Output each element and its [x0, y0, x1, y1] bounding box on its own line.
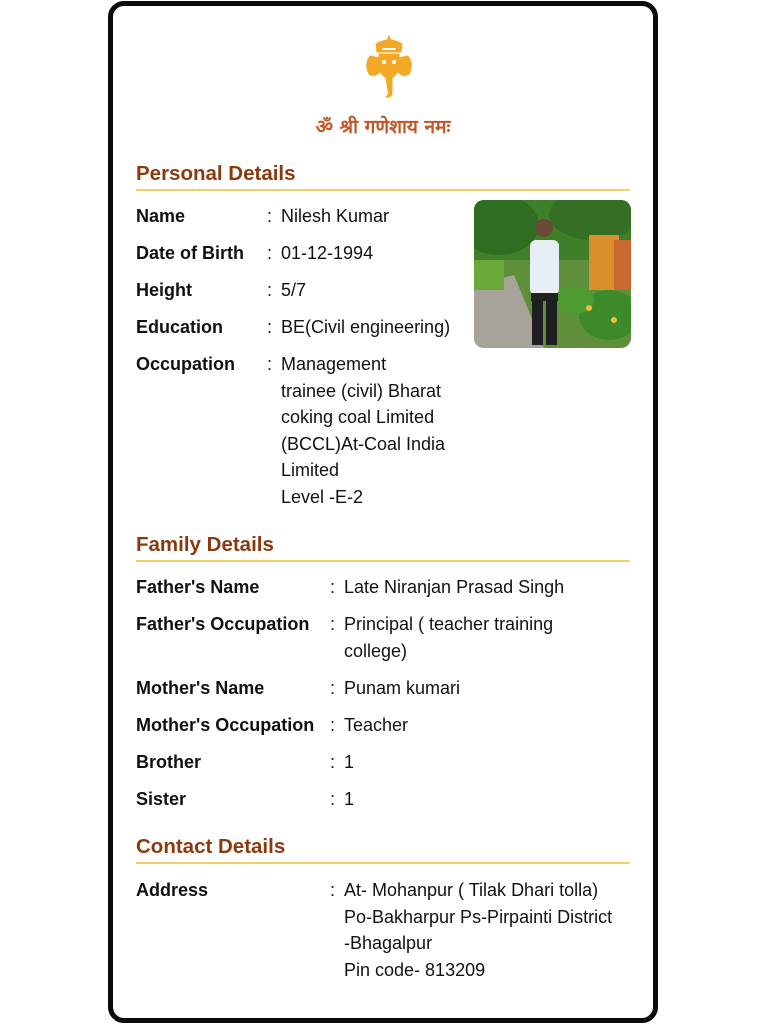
field-label: Name: [136, 206, 186, 226]
field-value: 01-12-1994: [281, 243, 374, 263]
biodata-card: ॐ श्री गणेशाय नमः Personal Details Name : Nilesh Kumar Date of Birth : 01-12-1994 Height : 5/7 Education : BE(Civil engineering) Occupation : Management trainee (civil) Bharat coking coal Limited (BCCL)At-Coal India Limited Level -E-2 Family Details Father's Name : Late Niranjan Prasad Singh Father's Occupation : Principal ( teacher training college) Mother's Name : Punam kumari Mother's Occupation : Teacher Brother : 1 Sister : 1 Contact Details Address : At- Mohanpur ( Tilak Dhari tolla) Po-Bakharpur Ps-Pirpainti District -Bhagalpur Pin code- 813209: [108, 1, 658, 1023]
ganesha-emblem-icon: [361, 34, 417, 100]
field-label: Height: [136, 280, 192, 300]
field-label: Education: [136, 317, 224, 337]
field-label: Address: [136, 880, 209, 900]
field-value: 1: [344, 789, 355, 809]
field-label: Mother's Name: [136, 678, 265, 698]
field-label: Sister: [136, 789, 187, 809]
field-value: Teacher: [344, 715, 409, 735]
field-value: Late Niranjan Prasad Singh: [344, 577, 565, 597]
field-value: 1: [344, 752, 355, 772]
contact-details-title: Contact Details: [136, 835, 630, 864]
field-value: Principal ( teacher training college): [344, 614, 554, 661]
field-value: At- Mohanpur ( Tilak Dhari tolla) Po-Bakharpur Ps-Pirpainti District -Bhagalpur Pin code- 813209: [344, 880, 613, 980]
family-details-title: Family Details: [136, 533, 630, 562]
field-label: Father's Name: [136, 577, 260, 597]
field-label: Occupation: [136, 354, 236, 374]
field-value: Management trainee (civil) Bharat coking coal Limited (BCCL)At-Coal India Limited Level -E-2: [281, 354, 446, 507]
field-label: Date of Birth: [136, 243, 244, 263]
field-label: Mother's Occupation: [136, 715, 315, 735]
field-value: Punam kumari: [344, 678, 461, 698]
field-label: Father's Occupation: [136, 614, 310, 634]
personal-details-title: Personal Details: [136, 162, 630, 191]
field-label: Brother: [136, 752, 202, 772]
invocation-text: ॐ श्री गणेशाय नमः: [315, 116, 451, 138]
field-value: 5/7: [281, 280, 307, 300]
field-value: BE(Civil engineering): [281, 317, 451, 337]
field-value: Nilesh Kumar: [281, 206, 390, 226]
profile-photo: [474, 200, 631, 348]
